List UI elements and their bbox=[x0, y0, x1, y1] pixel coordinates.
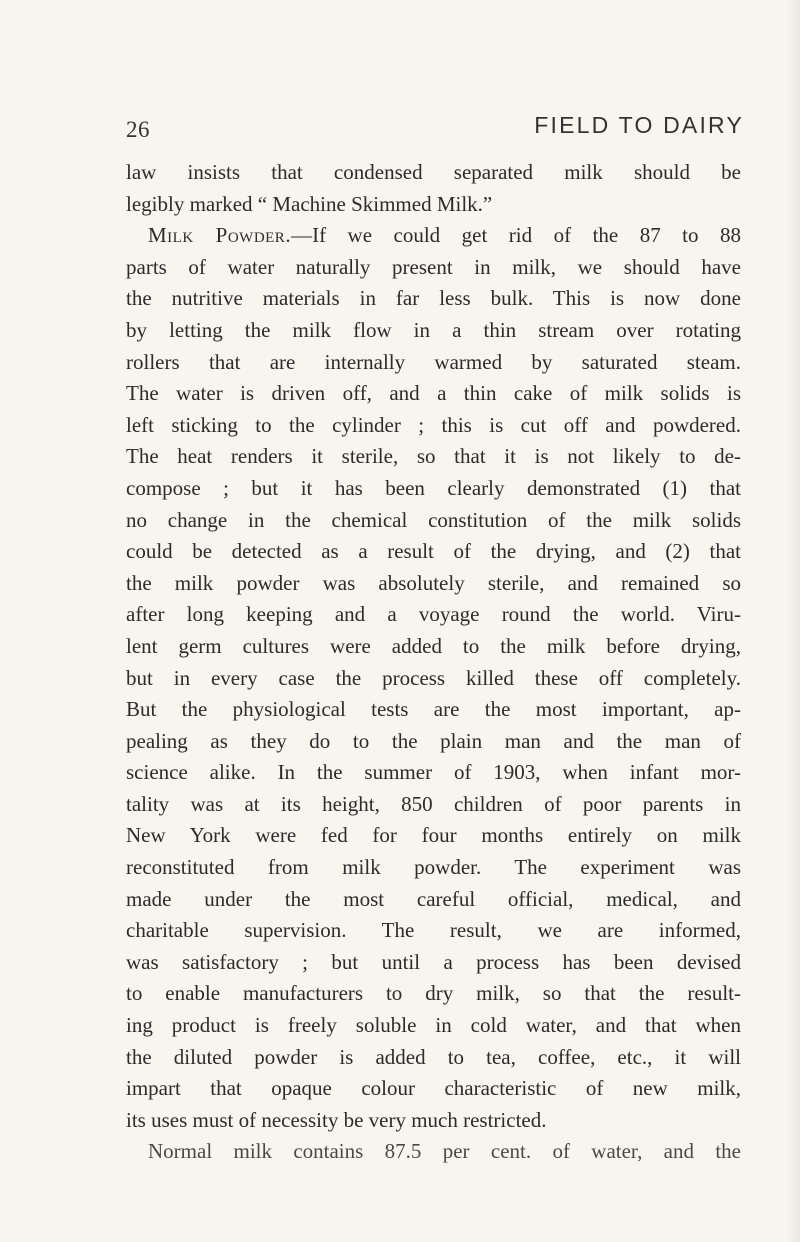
text-line: by letting the milk flow in a thin stream over rotating bbox=[126, 317, 741, 342]
text-line: reconstituted from milk powder. The experiment was bbox=[126, 855, 741, 880]
text-line: lent germ cultures were added to the milk before drying, bbox=[126, 633, 741, 658]
text-line: parts of water naturally present in milk, we should have bbox=[126, 254, 741, 279]
text-line: law insists that condensed separated milk should be bbox=[126, 160, 741, 184]
running-head: FIELD TO DAIRY bbox=[534, 112, 744, 138]
text-line: to enable manufacturers to dry milk, so that the result- bbox=[126, 981, 741, 1006]
text-line: made under the most careful official, medical, and bbox=[126, 886, 741, 911]
text-line: its uses must of necessity be very much restricted. bbox=[126, 1107, 547, 1132]
text-line: the diluted powder is added to tea, coffee, etc., it will bbox=[126, 1044, 741, 1069]
text-line: but in every case the process killed these off completely. bbox=[126, 665, 741, 690]
text-line: New York were fed for four months entirely on milk bbox=[126, 823, 741, 848]
text-line: was satisfactory ; but until a process has been devised bbox=[126, 949, 741, 974]
text-line: pealing as they do to the plain man and the man of bbox=[126, 728, 741, 753]
text-line: ing product is freely soluble in cold water, and that when bbox=[126, 1013, 741, 1038]
text-line: no change in the chemical constitution of the milk solids bbox=[126, 507, 741, 532]
page-number: 26 bbox=[126, 117, 150, 142]
section-lead-heading: Milk Powder. bbox=[148, 223, 292, 248]
text-line: impart that opaque colour characteristic of new milk, bbox=[126, 1076, 741, 1101]
text-line: But the physiological tests are the most important, ap- bbox=[126, 697, 741, 722]
text-line: compose ; but it has been clearly demonstrated (1) that bbox=[126, 475, 741, 500]
text-line: the nutritive materials in far less bulk. This is now done bbox=[126, 286, 741, 311]
text-line: after long keeping and a voyage round the world. Viru- bbox=[126, 602, 741, 627]
text-line: left sticking to the cylinder ; this is cut off and powdered. bbox=[126, 412, 741, 437]
text-line: could be detected as a result of the drying, and (2) that bbox=[126, 539, 741, 564]
text-line: charitable supervision. The result, we are informed, bbox=[126, 918, 741, 943]
text-line-rest: —If we could get rid of the 87 to 88 bbox=[291, 223, 742, 248]
text-body bbox=[126, 157, 741, 1168]
text-line: legibly marked “ Machine Skimmed Milk.” bbox=[126, 191, 493, 216]
text-line: Normal milk contains 87.5 per cent. of water, and the bbox=[148, 1139, 741, 1164]
text-line: science alike. In the summer of 1903, when infant mor- bbox=[126, 760, 741, 785]
text-line: tality was at its height, 850 children of poor parents in bbox=[126, 791, 741, 816]
text-line: The heat renders it sterile, so that it is not likely to de- bbox=[126, 444, 741, 469]
page-edge-shadow bbox=[786, 0, 800, 1242]
text-line bbox=[126, 220, 741, 252]
text-line: rollers that are internally warmed by saturated steam. bbox=[126, 349, 741, 374]
text-line: The water is driven off, and a thin cake of milk solids is bbox=[126, 381, 741, 406]
text-line: the milk powder was absolutely sterile, and remained so bbox=[126, 570, 741, 595]
